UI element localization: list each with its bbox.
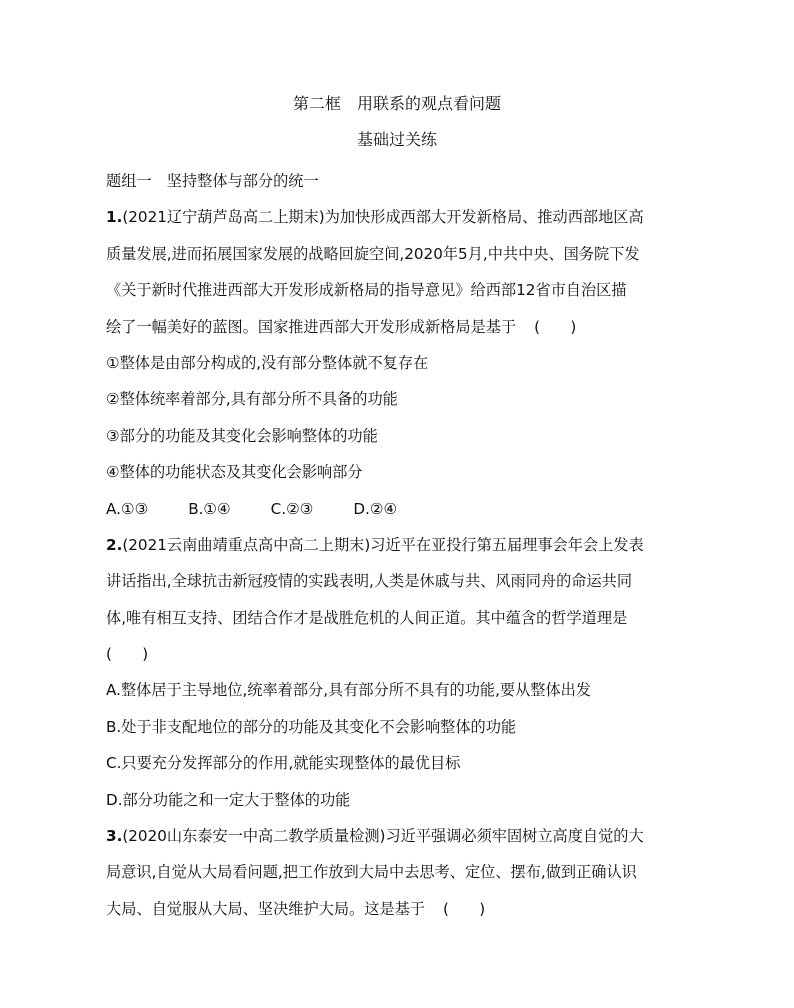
question-1-line-3: 《关于新时代推进西部大开发形成新格局的指导意见》给西部12省市自治区描: [106, 281, 627, 300]
option-c: C.只要充分发挥部分的作用,就能实现整体的最优目标: [106, 754, 461, 773]
question-1-line-4: [106, 309, 694, 345]
choice-d: D.②④: [353, 499, 398, 518]
question-1-text-1: (2021辽宁葫芦岛高二上期末)为加快形成西部大开发新格局、推动西部地区高: [122, 208, 644, 227]
statement-4: ④整体的功能状态及其变化会影响部分: [106, 463, 363, 482]
question-3-line-1: [106, 818, 694, 854]
question-3: [106, 818, 694, 927]
question-2-line-3: 体,唯有相互支持、团结合作才是战胜危机的人间正道。其中蕴含的哲学道理是: [106, 608, 628, 627]
question-1-text-4: 绘了一幅美好的蓝图。国家推进西部大开发形成新格局是基于: [106, 317, 517, 336]
option-a: A.整体居于主导地位,统率着部分,具有部分所不具有的功能,要从整体出发: [106, 681, 592, 700]
question-2-line-1: [106, 527, 694, 563]
question-3-text-1: (2020山东泰安一中高二教学质量检测)习近平强调必须牢固树立高度自觉的大: [122, 827, 644, 846]
option-b: B.处于非支配地位的部分的功能及其变化不会影响整体的功能: [106, 717, 517, 736]
choice-b: B.①④: [188, 499, 231, 518]
question-3-number: 3.: [106, 827, 123, 846]
statement-1: ①整体是由部分构成的,没有部分整体就不复存在: [106, 353, 429, 372]
question-2: [106, 527, 694, 818]
question-1: [106, 199, 694, 527]
question-2-line-2: 讲话指出,全球抗击新冠疫情的实践表明,人类是休戚与共、风雨同舟的命运共同: [106, 572, 633, 591]
question-3-line-2: 局意识,自觉从大局看问题,把工作放到大局中去思考、定位、摆布,做到正确认识: [106, 863, 637, 882]
question-2-number: 2.: [106, 535, 123, 554]
question-3-text-3: 大局、自觉服从大局、坚决维护大局。这是基于: [106, 899, 425, 918]
question-1-line-1: [106, 199, 694, 235]
question-3-answer-blank: ( ): [442, 899, 486, 918]
page-title: 第二框 用联系的观点看问题: [292, 94, 501, 113]
option-d: D.部分功能之和一定大于整体的功能: [106, 790, 351, 809]
choice-c: C.②③: [270, 499, 314, 518]
group-heading: 题组一 坚持整体与部分的统一: [106, 172, 319, 190]
statement-2: ②整体统率着部分,具有部分所不具备的功能: [106, 390, 398, 409]
document-body: [106, 163, 694, 927]
statement-3: ③部分的功能及其变化会影响整体的功能: [106, 426, 378, 445]
question-2-text-1: (2021云南曲靖重点高中高二上期末)习近平在亚投行第五届理事会年会上发表: [122, 535, 644, 554]
question-1-number: 1.: [106, 208, 123, 227]
question-3-line-3: [106, 891, 694, 927]
section-subtitle: 基础过关练: [356, 130, 437, 149]
answer-blank: ( ): [534, 317, 577, 336]
question-2-answer-blank: ( ): [106, 645, 149, 664]
question-1-choices: [106, 491, 694, 527]
question-1-line-2: 质量发展,进而拓展国家发展的战略回旋空间,2020年5月,中共中央、国务院下发: [106, 244, 640, 263]
choice-a: A.①③: [106, 499, 149, 518]
